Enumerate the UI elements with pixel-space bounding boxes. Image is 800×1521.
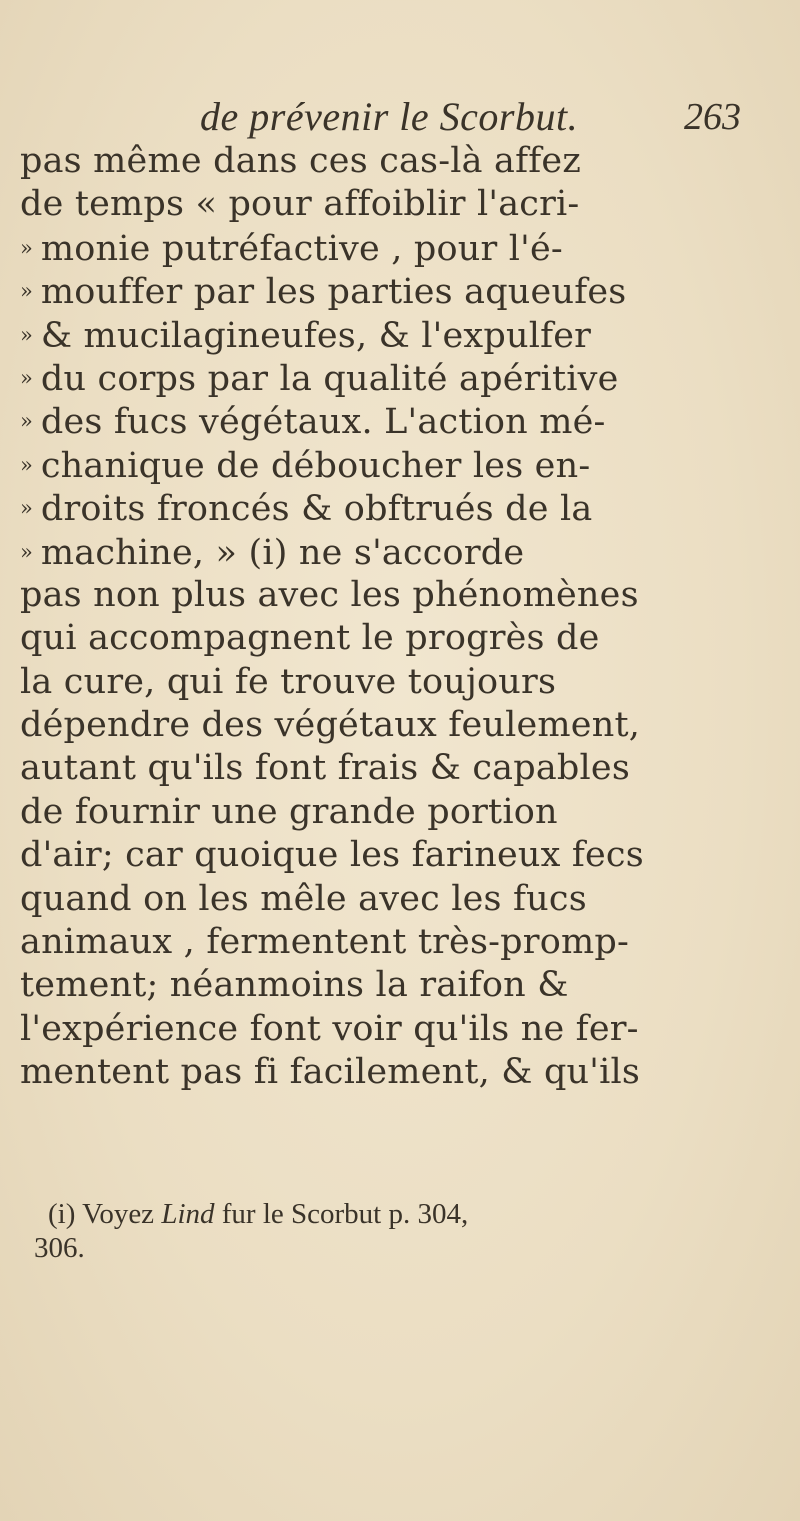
text-line: » des fucs végétaux. L'action mé- — [20, 402, 606, 443]
quote-mark: » — [20, 452, 32, 477]
text-line: d'air; car quoique les farineux fecs — [20, 835, 644, 876]
text-line: qui accompagnent le progrès de — [20, 618, 600, 659]
text-line: » chanique de déboucher les en- — [20, 445, 591, 486]
text-line: dépendre des végétaux feulement, — [20, 705, 641, 746]
text-line: » mouffer par les parties aqueufes — [20, 272, 627, 313]
body-text — [20, 140, 800, 1095]
footnote-author: Lind — [161, 1198, 215, 1230]
footnote-continuation: 306. — [34, 1232, 85, 1264]
quote-mark: » — [20, 235, 32, 260]
footnote-line — [48, 1197, 788, 1231]
text-line: tement; néanmoins la raifon & — [20, 965, 569, 1006]
text-line: de temps « pour affoiblir l'acri- — [20, 184, 580, 225]
text-line: animaux , fermentent très-promp- — [20, 922, 629, 963]
text-line: » du corps par la qualité apéritive — [20, 358, 619, 399]
text-line: pas non plus avec les phénomènes — [20, 574, 639, 615]
text-line: » machine, » (i) ne s'accorde — [20, 532, 525, 573]
quote-mark: » — [20, 496, 32, 521]
text-line: » droits froncés & obftrués de la — [20, 489, 593, 530]
footnote — [34, 1197, 788, 1265]
quote-mark: » — [20, 322, 32, 347]
text-line: » monie putréfactive , pour l'é- — [20, 228, 563, 269]
text-line: l'expérience font voir qu'ils ne fer- — [20, 1008, 639, 1049]
quote-mark: » — [20, 365, 32, 390]
text-line: de fournir une grande portion — [20, 791, 558, 832]
footnote-rest: fur le Scorbut p. 304, — [221, 1198, 469, 1230]
quote-mark: » — [20, 279, 32, 304]
footnote-marker: (i) — [48, 1198, 76, 1230]
text-line: » & mucilagineufes, & l'expulfer — [20, 315, 592, 356]
running-title: de prévenir le Scorbut. — [200, 94, 579, 139]
footnote-voyez: Voyez — [82, 1198, 155, 1230]
text-line: la cure, qui fe trouve toujours — [20, 661, 557, 702]
text-line: pas même dans ces cas-là affez — [20, 141, 581, 181]
text-line: mentent pas fi facilement, & qu'ils — [20, 1052, 641, 1093]
page-number: 263 — [684, 96, 741, 138]
text-line: autant qu'ils font frais & capables — [20, 748, 630, 789]
quote-mark: » — [20, 409, 32, 434]
quote-mark: » — [20, 539, 32, 564]
page-header — [0, 92, 800, 142]
text-line: quand on les mêle avec les fucs — [20, 878, 587, 919]
